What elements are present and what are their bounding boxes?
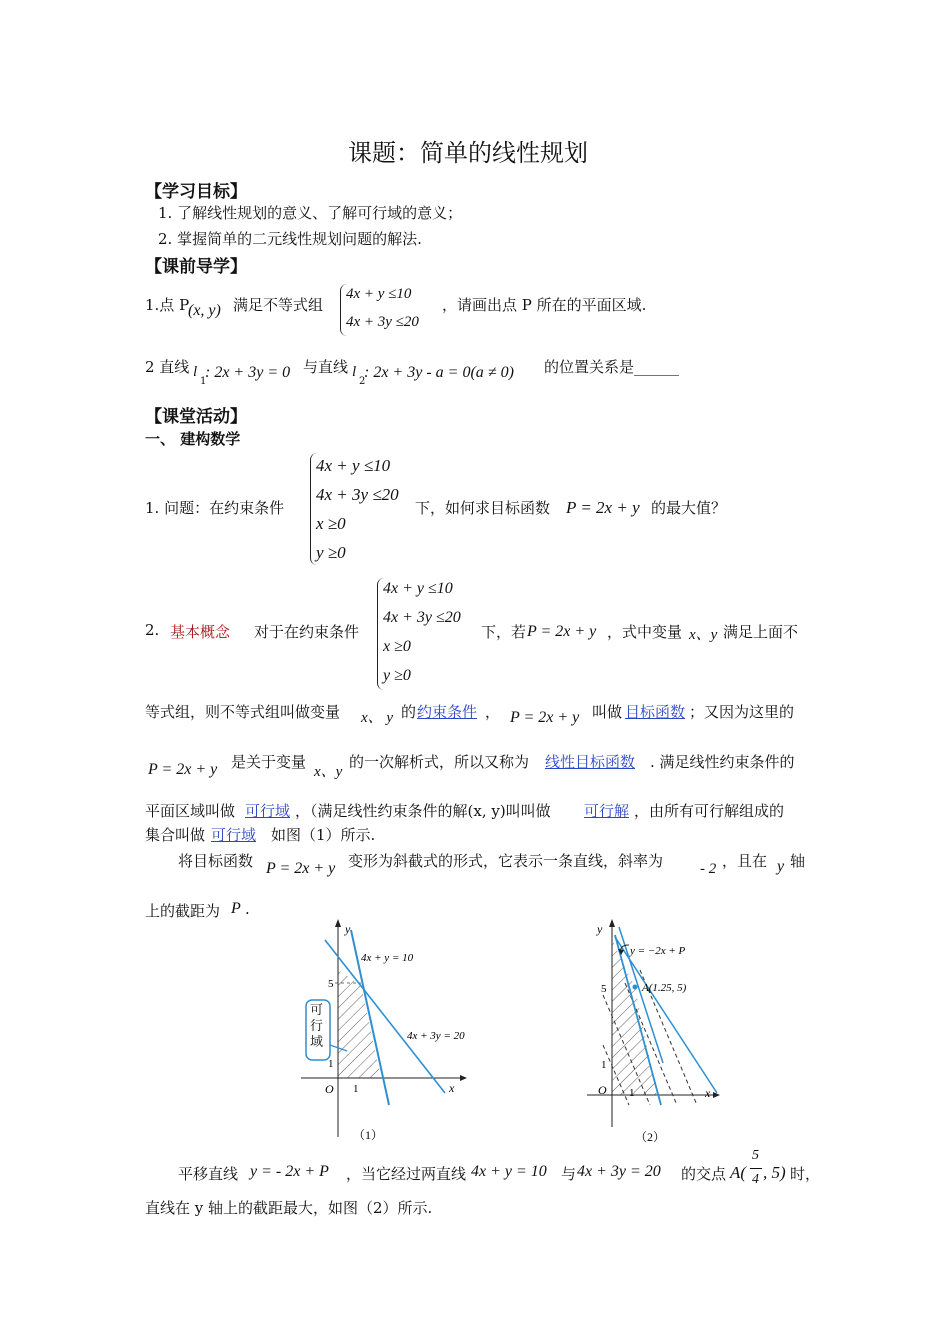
fraction-bar (750, 1168, 762, 1169)
origin-label: O (325, 1082, 334, 1096)
region-label: 可行域 (310, 1003, 324, 1050)
point-a-marker (633, 985, 638, 990)
concept-constraint: 4x + y ≤10 (383, 580, 453, 597)
concept-text: 满足上面不 (723, 623, 799, 641)
problem1-constraint: x ≥0 (316, 514, 346, 533)
concept-slope: - 2 (700, 861, 717, 877)
line2-label: 4x + 3y = 20 (407, 1030, 465, 1042)
concept-text: 平面区域叫做 (145, 802, 236, 820)
conclusion-text: 平移直线 (178, 1165, 239, 1183)
concept-objective: P = 2x + y (266, 860, 336, 877)
concept-vars: x、y (314, 764, 343, 780)
link-feasible-region[interactable]: 可行域 (211, 826, 257, 844)
concept-text: ；又因为这里的 (689, 703, 795, 721)
concept-text: ，且在 (722, 852, 768, 870)
concept-y: y (777, 858, 785, 875)
point-a-close: , 5) (763, 1163, 786, 1182)
concept-constraint: y ≥0 (383, 667, 411, 684)
tick-label: 1 (353, 1083, 359, 1095)
concept-constraint: x ≥0 (383, 638, 411, 655)
caption: （1） (353, 1128, 384, 1142)
feasible-region (612, 940, 657, 1095)
concept-text: 叫做 (592, 703, 623, 721)
y-axis-arrow (335, 919, 341, 927)
conclusion-text: 直线在 y 轴上的截距最大，如图（2）所示. (145, 1199, 433, 1217)
tick-label: 1 (601, 1059, 607, 1071)
q1-point: (x, y) (188, 302, 221, 319)
concept-text: 上的截距为 (145, 902, 221, 920)
concept-text: 如图（1）所示. (271, 826, 376, 844)
concept-vars: x、 y (361, 710, 394, 726)
section-build: 一、 建构数学 (145, 430, 241, 448)
problem1-constraint: y ≥0 (316, 543, 346, 562)
problem1-post: 的最大值？ (651, 499, 727, 517)
concept-objective: P = 2x + y (527, 623, 597, 640)
q1-pre: 1.点 P (145, 296, 190, 314)
link-objective-function[interactable]: 目标函数 (625, 703, 686, 721)
concept-num: 2. (145, 621, 160, 639)
problem1-objective: P = 2x + y (566, 498, 640, 517)
link-feasible-solution[interactable]: 可行解 (584, 802, 630, 820)
concept-vars: x、y (689, 627, 718, 643)
tick-label: 5 (328, 978, 334, 990)
concept-p: P (231, 900, 241, 917)
q2-mid: 与直线 (303, 358, 349, 376)
point-a-label: A(1.25, 5) (642, 982, 687, 994)
goal-item: 1. 了解线性规划的意义、了解可行域的意义； (158, 204, 463, 222)
concept-objective: P = 2x + y (510, 709, 580, 726)
axis-x-label: x (449, 1081, 455, 1095)
y-axis-arrow (609, 919, 615, 927)
link-constraint-condition[interactable]: 约束条件 (417, 703, 478, 721)
fraction-numerator: 5 (752, 1148, 759, 1163)
concept-text: 下，若 (481, 623, 527, 641)
problem1-pre: 1. 问题：在约束条件 (145, 499, 285, 517)
feasible-region (338, 970, 381, 1078)
axis-y-label: y (345, 922, 351, 936)
axis-x-label: x (705, 1086, 711, 1100)
q2-l1-sub: 1 (200, 376, 207, 387)
goal-item: 2. 掌握简单的二元线性规划问题的解法. (158, 230, 422, 248)
q2-l1: l (193, 364, 198, 380)
link-linear-objective[interactable]: 线性目标函数 (545, 753, 636, 771)
caption: （2） (635, 1130, 666, 1144)
tick-label: 1 (629, 1087, 635, 1099)
section-goals: 【学习目标】 (145, 182, 247, 202)
conclusion-eq: y = - 2x + P (250, 1163, 329, 1180)
fraction-denominator: 4 (752, 1172, 759, 1187)
concept-text: 将目标函数 (178, 852, 254, 870)
conclusion-text: ，当它经过两直线 (346, 1165, 467, 1183)
q2-l2-sub: 2 (359, 376, 366, 387)
conclusion-eq: 4x + 3y = 20 (577, 1163, 661, 1180)
line1-label: 4x + y = 10 (361, 952, 414, 964)
problem1-mid: 下，如何求目标函数 (415, 499, 551, 517)
concept-text: ，式中变量 (607, 623, 683, 641)
q2-pre: 2 直线 (145, 358, 190, 376)
figure-2 (585, 915, 745, 1150)
concept-text: 的 (401, 703, 417, 721)
concept-text: . 满足线性约束条件的 (650, 753, 795, 771)
concept-text: 等式组，则不等式组叫做变量 (145, 703, 341, 721)
tick-label: 1 (328, 1058, 334, 1070)
concept-text: 轴 (790, 852, 806, 870)
conclusion-eq: 4x + y = 10 (471, 1163, 547, 1180)
q1-post: ，请画出点 P 所在的平面区域. (442, 296, 647, 314)
concept-constraint: 4x + 3y ≤20 (383, 609, 461, 626)
concept-label: 基本概念 (170, 623, 231, 641)
axis-y-label: y (597, 922, 603, 936)
x-axis-arrow (460, 1075, 467, 1081)
concept-text: ， (485, 703, 501, 721)
concept-text: 集合叫做 (145, 826, 206, 844)
concept-objective: P = 2x + y (148, 761, 218, 778)
concept-pre: 对于在约束条件 (254, 623, 360, 641)
q1-ineq: 4x + y ≤10 (346, 286, 412, 302)
q1-ineq: 4x + 3y ≤20 (346, 314, 419, 330)
point-a-open: A( (730, 1163, 747, 1182)
conclusion-text: 时， (790, 1165, 821, 1183)
concept-text: ，由所有可行解组成的 (634, 802, 785, 820)
tick-label: 5 (601, 983, 607, 995)
conclusion-text: 的交点 (681, 1165, 727, 1183)
q2-l2: l (352, 364, 357, 380)
q2-eq2: : 2x + 3y - a = 0(a ≠ 0) (364, 364, 514, 381)
page-title: 课题：简单的线性规划 (348, 139, 588, 167)
objective-line-label: y = −2x + P (630, 945, 686, 957)
origin-label: O (598, 1083, 607, 1097)
conclusion-text: 与 (561, 1165, 577, 1183)
problem1-constraint: 4x + 3y ≤20 (316, 485, 399, 504)
concept-text: . (245, 900, 250, 918)
q2-eq1: : 2x + 3y = 0 (205, 364, 291, 381)
link-feasible-region[interactable]: 可行域 (245, 802, 291, 820)
concept-text: 变形为斜截式的形式，它表示一条直线，斜率为 (348, 852, 664, 870)
problem1-constraint: 4x + y ≤10 (316, 456, 391, 475)
section-classroom: 【课堂活动】 (145, 407, 247, 427)
concept-text: 的一次解析式，所以又称为 (349, 753, 530, 771)
section-preview: 【课前导学】 (145, 257, 247, 277)
q2-post: 的位置关系是______ (544, 358, 680, 376)
q1-mid: 满足不等式组 (233, 296, 324, 314)
concept-text: 是关于变量 (231, 753, 307, 771)
concept-text: ，（满足线性约束条件的解(x, y)叫叫做 (295, 802, 551, 820)
